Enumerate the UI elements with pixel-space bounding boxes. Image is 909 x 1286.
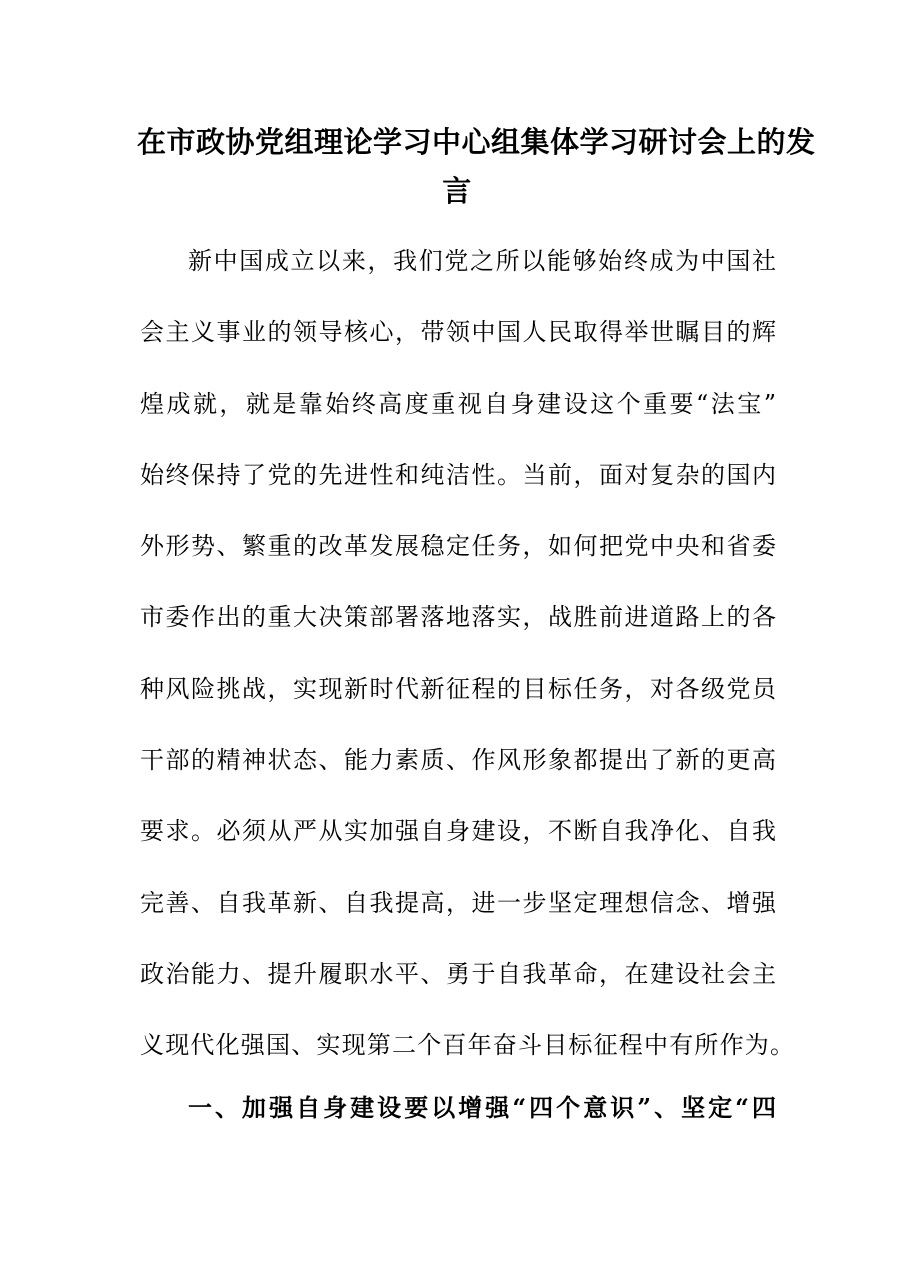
paragraph-line: 干部的精神状态、能力素质、作风形象都提出了新的更高 <box>140 746 776 775</box>
paragraph-line: 政治能力、提升履职水平、勇于自我革命，在建设社会主 <box>140 959 776 988</box>
section-heading: 一、加强自身建设要以增强“四个意识”、坚定“四 <box>188 1093 776 1122</box>
title-line-2: 言 <box>442 174 472 208</box>
paragraph-line: 义现代化强国、实现第二个百年奋斗目标征程中有所作为。 <box>140 1031 796 1060</box>
document-title <box>137 118 816 216</box>
paragraph-line: 要求。必须从严从实加强自身建设，不断自我净化、自我 <box>140 817 776 846</box>
paragraph-line: 市委作出的重大决策部署落地落实，战胜前进道路上的各 <box>140 603 776 632</box>
paragraph-line: 完善、自我革新、自我提高，进一步坚定理想信念、增强 <box>140 888 776 917</box>
title-line-1: 在市政协党组理论学习中心组集体学习研讨会上的发 <box>137 125 816 159</box>
paragraph-line: 会主义事业的领导核心，带领中国人民取得举世瞩目的辉 <box>140 318 776 347</box>
paragraph-line: 外形势、繁重的改革发展稳定任务，如何把党中央和省委 <box>140 532 776 561</box>
paragraph-line: 新中国成立以来，我们党之所以能够始终成为中国社 <box>188 247 776 275</box>
paragraph-line: 煌成就，就是靠始终高度重视自身建设这个重要“法宝” <box>140 389 776 418</box>
paragraph-line: 种风险挑战，实现新时代新征程的目标任务，对各级党员 <box>140 674 776 703</box>
paragraph-line: 始终保持了党的先进性和纯洁性。当前，面对复杂的国内 <box>140 460 776 489</box>
body-paragraph <box>140 226 796 1082</box>
